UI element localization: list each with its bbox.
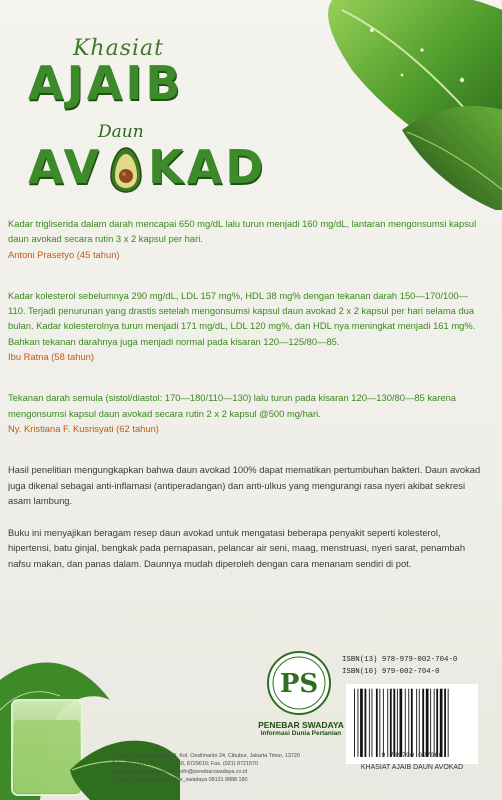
testimonial-author: Ny. Kristiana F. Kusrisyati (62 tahun) bbox=[8, 422, 159, 434]
title-line-daun: Daun bbox=[98, 122, 144, 142]
testimonial-quote: Kadar trigliserida dalam darah mencapai 650 mg/dL lalu turun menjadi 160 mg/dL, lantaran mengonsumsi kapsul daun avokad secara rutin 3 x 2 kapsul per hari. bbox=[8, 218, 477, 245]
title-line-ajaib: AJAIB bbox=[28, 56, 184, 110]
title-line-kad: KAD bbox=[148, 140, 267, 194]
avocado-fruit-icon bbox=[108, 146, 144, 194]
isbn-block bbox=[342, 654, 482, 678]
description-paragraph: Buku ini menyajikan beragam resep daun avokad untuk mengatasi beberapa penyakit seperti kolesterol, hipertensi, batu ginjal, bengkak pada pernapasan, pelancar air seni, maag, menstruasi, nyeri sarat, penambah nafsu makan, dan panas dalam. Daunnya mudah diperoleh dengan cara menanam sendiri di pot. bbox=[8, 527, 466, 569]
publisher-name: PENEBAR SWADAYA bbox=[258, 720, 344, 730]
testimonial bbox=[8, 216, 484, 262]
testimonial-quote: Kadar kolesterol sebelumnya 290 mg/dL, LDL 157 mg%, HDL 38 mg% dengan tekanan darah 150—170/100—110. Terjadi penurunan yang drastis setelah mengonsumsi kapsul daun avokad 2 x 2 kapsul per hari selama dua bulan. Kadar kolesterolnya turun menjadi 171 mg/dL, LDL 120 mg%, dan HDL nya meningkat menjadi 161 mg%. Bahkan tekanan darahnya juga menjadi normal pada kisaran 120—125/80—85. bbox=[8, 289, 476, 347]
avocado-leaf-illustration bbox=[312, 0, 502, 210]
title-line-av: AV bbox=[28, 140, 103, 194]
contact-line: Telp. (021) 8717970, 8729060, 8729610; Fax. (021) 8721570 bbox=[112, 761, 258, 767]
publisher-tagline: Informasi Dunia Pertanian bbox=[260, 730, 342, 737]
publisher-contact bbox=[112, 752, 362, 784]
barcode-book-title: KHASIAT AJAIB DAUN AVOKAD bbox=[360, 764, 464, 771]
testimonial-author: Antoni Prasetyo (45 tahun) bbox=[8, 248, 120, 260]
contact-line: www.penebarswadaya.com info@penebarswadaya.co.id bbox=[112, 769, 248, 775]
testimonial-author: Ibu Ratna (58 tahun) bbox=[8, 351, 94, 363]
penebar-swadaya-logo bbox=[264, 650, 334, 716]
testimonial bbox=[8, 288, 484, 364]
book-title bbox=[18, 36, 278, 196]
contact-line: Penebar Swadaya @penebar_swadaya 08131 8888 180 bbox=[112, 777, 248, 783]
barcode-number: 9 789790 027060 bbox=[381, 752, 443, 760]
logo-letters: PS bbox=[279, 669, 319, 699]
isbn-10: ISBN(10) 979-002-704-0 bbox=[342, 668, 440, 676]
description-paragraph: Hasil penelitian mengungkapkan bahwa daun avokad 100% dapat mematikan pertumbuhan bakteri. Daun avokad juga dikenal sebagai anti-inflamasi (antiperadangan) dan anti-ulkus yang mengurangi rasa nyeri akibat sekresi asam lambung. bbox=[8, 464, 481, 506]
title-line-khasiat: Khasiat bbox=[73, 36, 165, 61]
isbn-13: ISBN(13) 978-979-002-704-0 bbox=[342, 656, 458, 664]
testimonial bbox=[8, 390, 484, 436]
back-cover-text bbox=[8, 216, 484, 588]
contact-line: Penebar Swadaya Grup, Jl. Kol. Oeslimanto 24, Cibubur, Jakarta Timur, 13720 bbox=[112, 753, 300, 759]
publisher-block bbox=[246, 720, 356, 737]
testimonial-quote: Tekanan darah semula (sistol/diastol: 170—180/110—130) lalu turun pada kisaran 120—130/80—85 karena mengonsumsi kapsul daun avokad secara rutin 2 x 2 kapsul @500 mg/hari. bbox=[8, 392, 457, 419]
